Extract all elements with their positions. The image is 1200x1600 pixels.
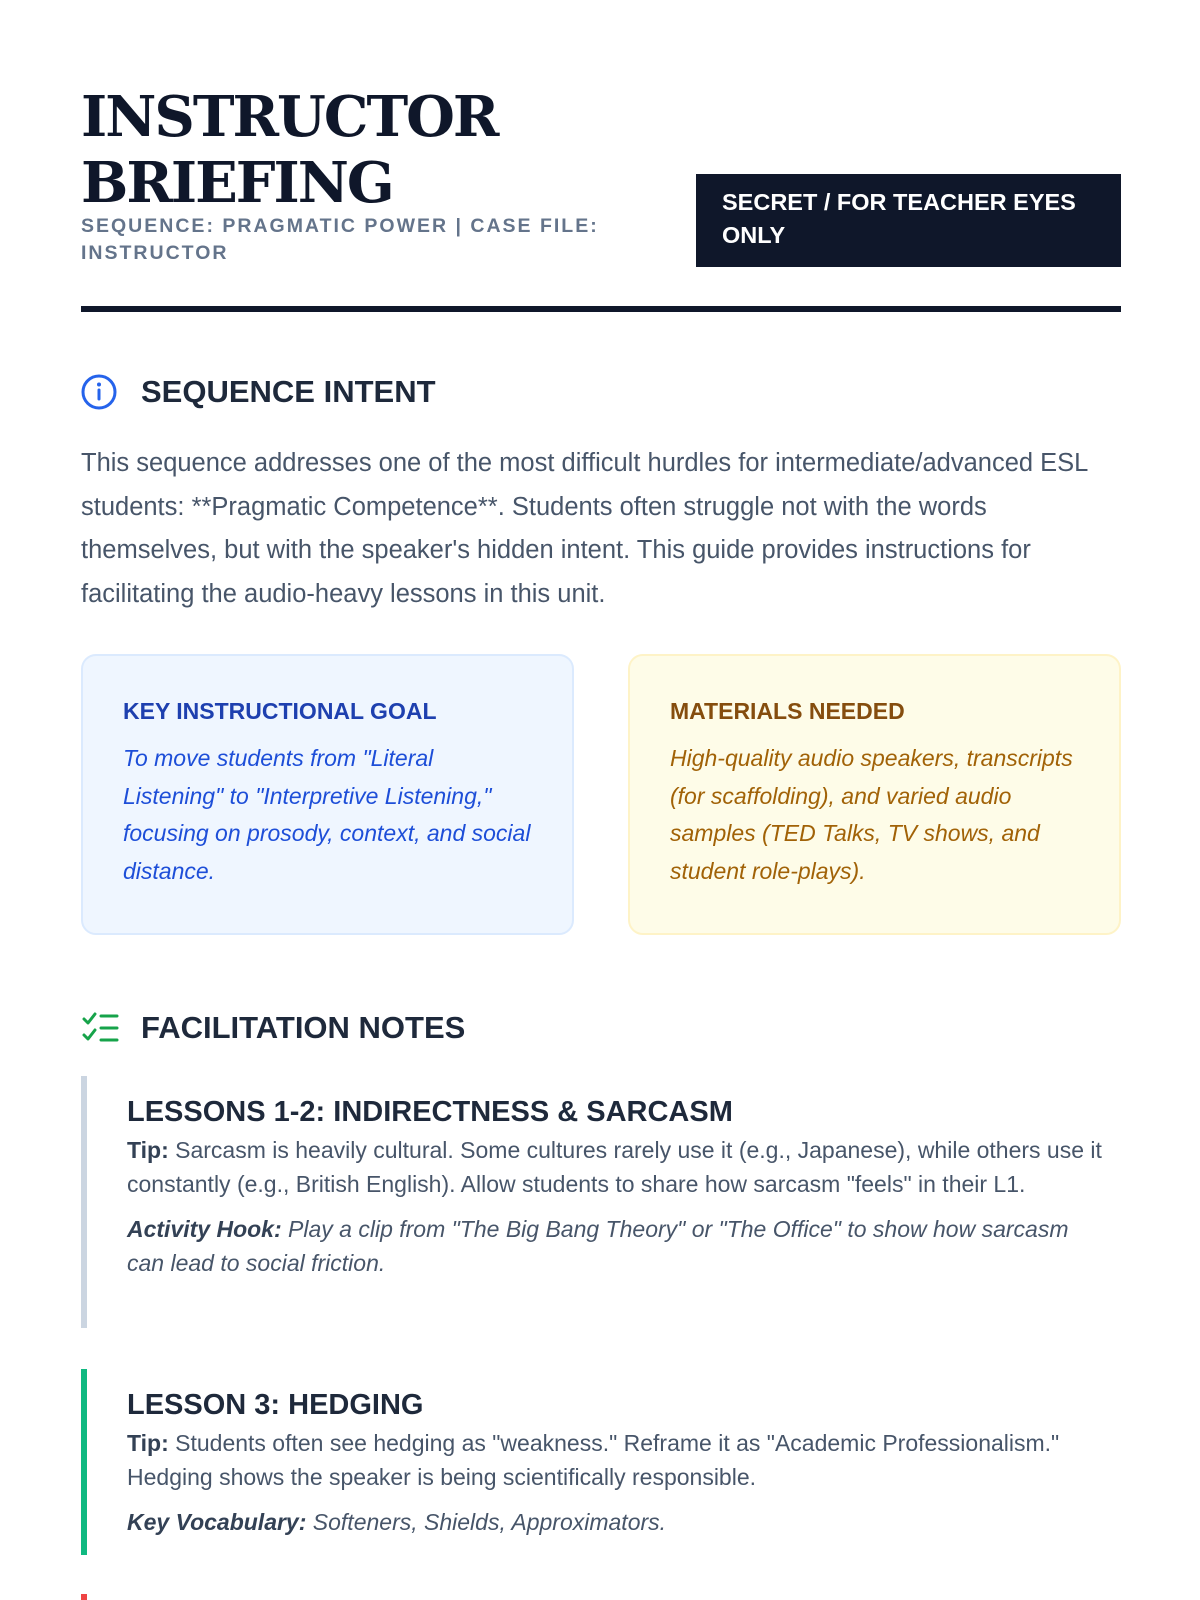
note-key-vocabulary [127,1506,1111,1540]
tip-label: Tip: [127,1137,169,1163]
note-activity-hook [127,1213,1111,1280]
sequence-subtitle: SEQUENCE: PRAGMATIC POWER | CASE FILE: INSTRUCTOR [81,215,599,264]
intent-paragraph: This sequence addresses one of the most difficult hurdles for intermediate/advanced ESL students: **Pragmatic Competence**. Students often struggle not with the words themselves, but with the speaker's hidden intent. This guide provides instructions for facilitating the audio-heavy lessons in this unit. [81,449,1088,608]
tip-label: Tip: [127,1430,169,1456]
card-title: KEY INSTRUCTIONAL GOAL [123,698,437,724]
page-title [81,84,641,216]
checklist-icon [81,1008,121,1048]
secret-badge: SECRET / FOR TEACHER EYES ONLY [696,174,1121,267]
note-accent-bar [81,1369,87,1555]
title-line-2: BRIEFING [81,150,393,216]
note-title: LESSON 3: HEDGING [127,1389,424,1421]
briefing-page [81,0,1121,1600]
extra-label: Activity Hook: [127,1216,282,1242]
next-note-accent-bar [81,1594,87,1600]
sequence-intent-heading [81,372,1121,412]
tip-text: Students often see hedging as "weakness." Reframe it as "Academic Professionalism." Hedging shows the speaker is being scientifically responsible. [127,1430,1060,1490]
info-circle-icon [81,372,121,412]
extra-text: Softeners, Shields, Approximators. [306,1509,667,1535]
note-title: LESSONS 1-2: INDIRECTNESS & SARCASM [127,1096,733,1128]
card-body: High-quality audio speakers, transcripts (for scaffolding), and varied audio samples (TED Talks, TV shows, and student role-plays). [670,745,1073,884]
facilitation-notes-heading [81,1008,1121,1048]
title-line-1: INSTRUCTOR [81,84,498,150]
note-tip [127,1134,1111,1201]
card-title: MATERIALS NEEDED [670,698,905,724]
card-body: To move students from "Literal Listening" to "Interpretive Listening," focusing on prosody, context, and social distance. [123,745,531,884]
note-tip [127,1427,1111,1494]
section-title: SEQUENCE INTENT [141,374,436,409]
section-title: FACILITATION NOTES [141,1010,466,1045]
header [81,84,1121,314]
extra-text: Play a clip from "The Big Bang Theory" or "The Office" to show how sarcasm can lead to social friction. [127,1216,1069,1276]
key-goal-card [81,654,574,935]
lesson-note [81,1369,1121,1555]
tip-text: Sarcasm is heavily cultural. Some cultures rarely use it (e.g., Japanese), while others use it constantly (e.g., British English). Allow students to share how sarcasm "feels" in their L1. [127,1137,1102,1197]
note-accent-bar [81,1076,87,1328]
materials-card [628,654,1121,935]
extra-label: Key Vocabulary: [127,1509,307,1535]
lesson-note [81,1076,1121,1328]
header-divider [81,306,1121,312]
